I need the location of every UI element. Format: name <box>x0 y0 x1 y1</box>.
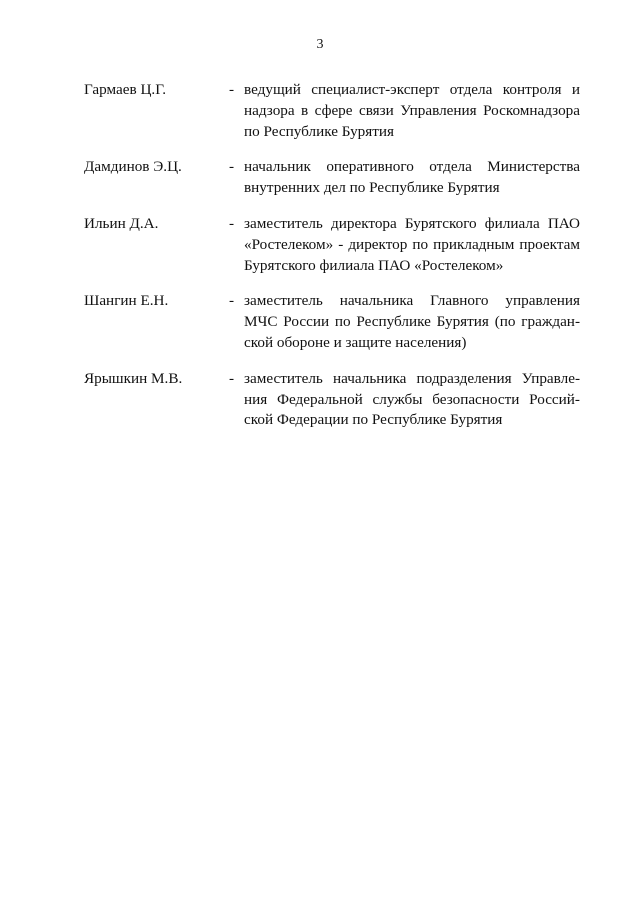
members-list <box>84 80 580 446</box>
member-name: Шангин Е.Н. <box>84 292 169 310</box>
member-dash: - <box>229 369 235 387</box>
member-role <box>244 369 580 431</box>
member-role-line: МЧС России по Республике Бурятия (по граждан- <box>244 313 580 331</box>
member-role-line: внутренних дел по Республике Бурятия <box>244 179 500 197</box>
member-role-line: ния Федеральной службы безопасности Россий- <box>244 390 580 408</box>
member-name: Гармаев Ц.Г. <box>84 81 167 98</box>
member-role-line: «Ростелеком» - директор по прикладным проектам <box>244 235 580 253</box>
member-role-line: Бурятского филиала ПАО «Ростелеком» <box>244 256 504 274</box>
member-entry <box>84 369 580 431</box>
member-name: Ярышкин М.В. <box>84 369 183 387</box>
member-role-line: начальник оперативного отдела Министерства <box>244 158 580 176</box>
member-role-line: заместитель директора Бурятского филиала ПАО <box>244 214 580 232</box>
member-role <box>244 291 580 353</box>
member-entry <box>84 80 580 142</box>
member-dash: - <box>229 81 235 98</box>
member-role <box>244 214 580 276</box>
member-role-line: заместитель начальника подразделения Управле- <box>244 369 580 387</box>
member-name: Ильин Д.А. <box>84 214 159 232</box>
member-entry <box>84 291 580 353</box>
member-role-line: по Республике Бурятия <box>244 122 395 140</box>
member-dash: - <box>229 214 235 232</box>
member-role <box>244 157 580 199</box>
member-role-line: ведущий специалист-эксперт отдела контроля и <box>244 81 580 98</box>
member-role-line: заместитель начальника Главного управления <box>244 292 580 310</box>
member-dash: - <box>229 158 235 176</box>
member-entry <box>84 214 580 276</box>
member-dash: - <box>229 292 235 310</box>
page-number: 3 <box>316 37 324 52</box>
member-role-line: ской Федерации по Республике Бурятия <box>244 411 503 429</box>
member-role <box>244 80 580 142</box>
member-role-line: надзора в сфере связи Управления Роскомнадзора <box>244 101 580 119</box>
member-name: Дамдинов Э.Ц. <box>84 158 182 176</box>
member-role-line: ской обороне и защите населения) <box>244 333 467 351</box>
member-entry <box>84 157 580 199</box>
